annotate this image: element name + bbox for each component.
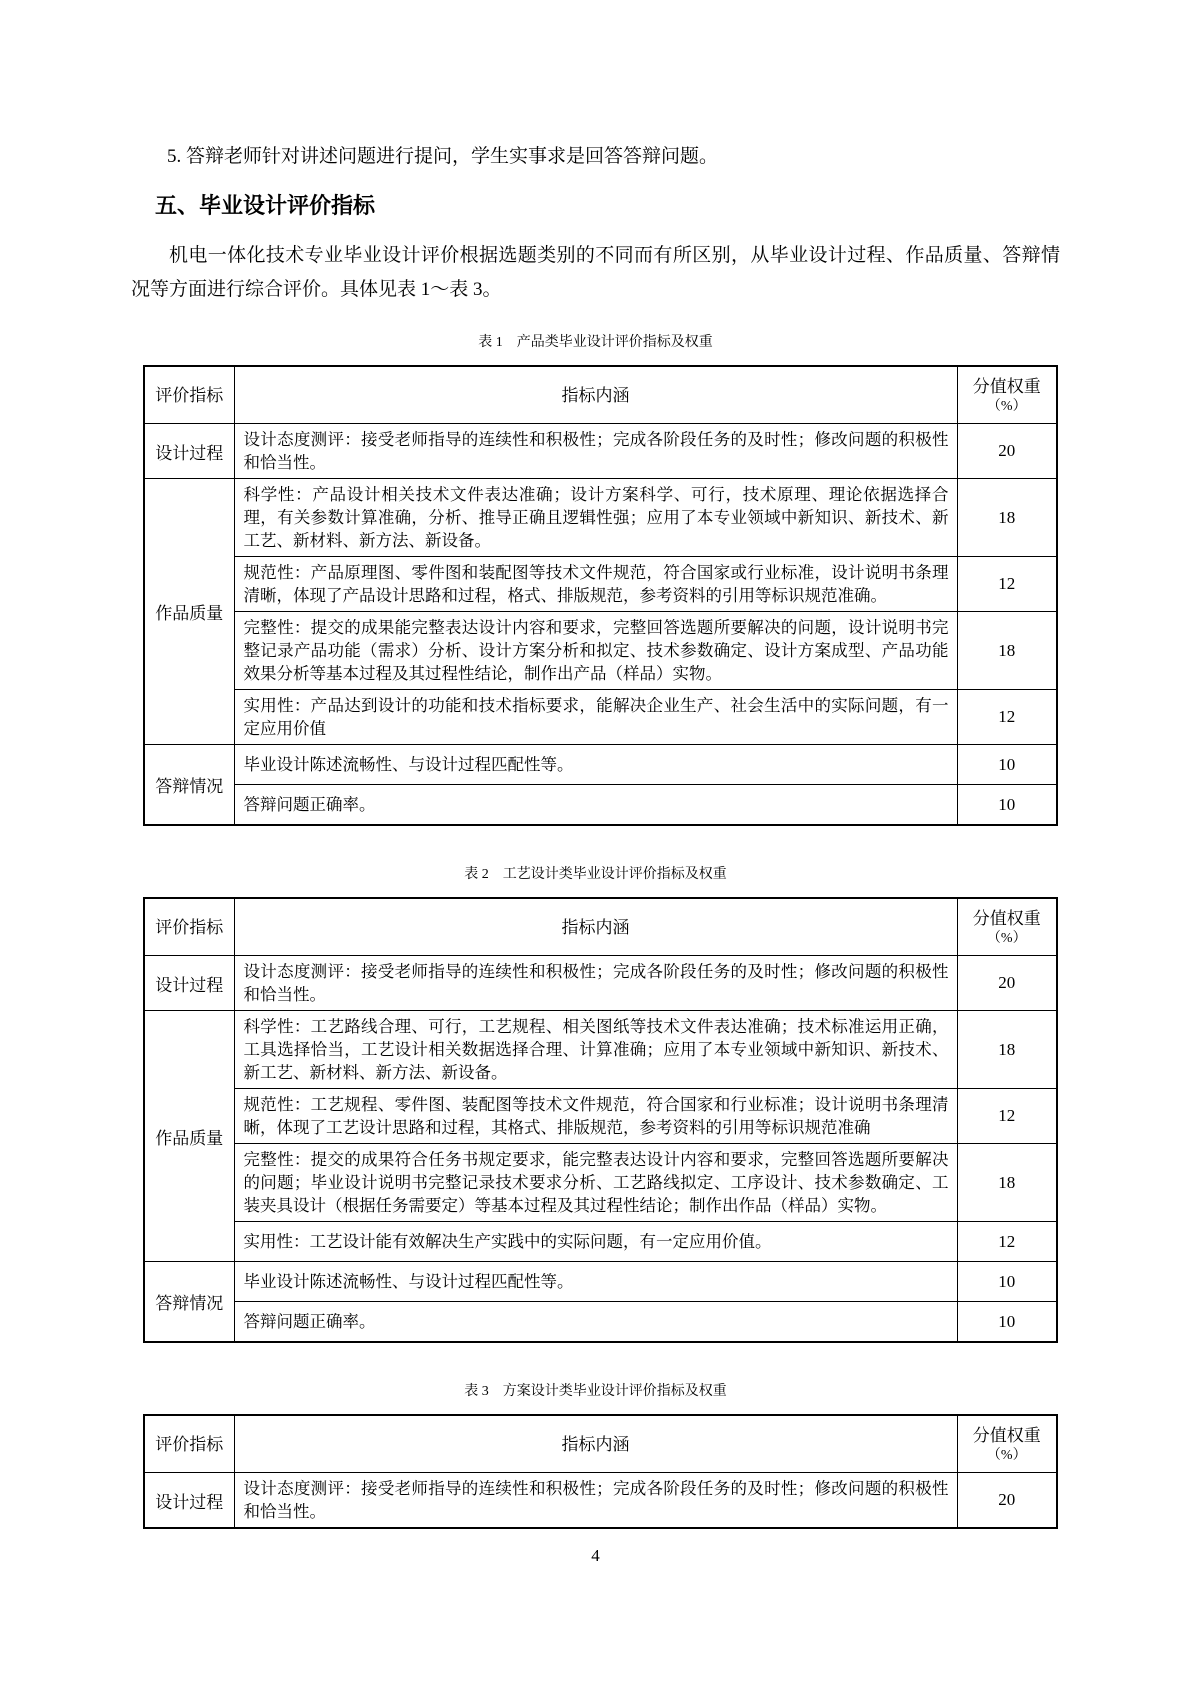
indicator-text-cell: 实用性：工艺设计能有效解决生产实践中的实际问题，有一定应用价值。: [234, 1222, 957, 1262]
indicator-text-cell: 规范性：产品原理图、零件图和装配图等技术文件规范，符合国家或行业标准，设计说明书条理清晰，体现了产品设计思路和过程，格式、排版规范，参考资料的引用等标识规范准确。: [234, 557, 957, 612]
page-content: [131, 0, 1060, 1529]
table-row: [144, 612, 1057, 690]
weight-value-cell: 10: [957, 745, 1057, 785]
table-row: [144, 745, 1057, 785]
weight-value-cell: 10: [957, 1262, 1057, 1302]
weight-header-label: 分值权重: [972, 908, 1041, 928]
weight-value-cell: 20: [957, 956, 1057, 1011]
indicator-text-cell: 设计态度测评：接受老师指导的连续性和积极性；完成各阶段任务的及时性；修改问题的积极性和恰当性。: [234, 1473, 957, 1529]
header-cell-indicator: 评价指标: [144, 1415, 234, 1473]
table2-header-row: [144, 898, 1057, 956]
table2-process-design-evaluation: [143, 897, 1058, 1343]
indicator-text-cell: 毕业设计陈述流畅性、与设计过程匹配性等。: [234, 1262, 957, 1302]
group-label-cell: 设计过程: [144, 1473, 234, 1529]
table-row: [144, 557, 1057, 612]
weight-header-unit: （%）: [986, 398, 1027, 414]
table1-caption: 表 1 产品类毕业设计评价指标及权重: [478, 335, 713, 351]
weight-value-cell: 20: [957, 424, 1057, 479]
weight-value-cell: 12: [957, 690, 1057, 745]
weight-value-cell: 18: [957, 479, 1057, 557]
table-row: [144, 1144, 1057, 1222]
table3-caption: 表 3 方案设计类毕业设计评价指标及权重: [464, 1384, 727, 1400]
group-label-cell: 作品质量: [144, 1011, 234, 1262]
table-row: [144, 785, 1057, 826]
intro-paragraph: 机电一体化技术专业毕业设计评价根据选题类别的不同而有所区别，从毕业设计过程、作品质量、答辩情况等方面进行综合评价。具体见表 1～表 3。: [131, 245, 1060, 301]
weight-value-cell: 10: [957, 1302, 1057, 1343]
indicator-text-cell: 科学性：产品设计相关技术文件表达准确；设计方案科学、可行，技术原理、理论依据选择合理，有关参数计算准确，分析、推导正确且逻辑性强；应用了本专业领域中新知识、新技术、新工艺、新材料、新方法、新设备。: [234, 479, 957, 557]
weight-value-cell: 18: [957, 1144, 1057, 1222]
numbered-item-5: 5. 答辩老师针对讲述问题进行提问，学生实事求是回答答辩问题。: [167, 146, 719, 167]
group-label-cell: 设计过程: [144, 956, 234, 1011]
table-row: [144, 1089, 1057, 1144]
weight-value-cell: 10: [957, 785, 1057, 826]
weight-value-cell: 12: [957, 557, 1057, 612]
group-label-cell: 设计过程: [144, 424, 234, 479]
indicator-text-cell: 答辩问题正确率。: [234, 785, 957, 826]
weight-header-unit: （%）: [986, 1447, 1027, 1463]
weight-header-label: 分值权重: [972, 1425, 1041, 1445]
indicator-text-cell: 答辩问题正确率。: [234, 1302, 957, 1343]
weight-value-cell: 20: [957, 1473, 1057, 1529]
indicator-text-cell: 科学性：工艺路线合理、可行，工艺规程、相关图纸等技术文件表达准确；技术标准运用正确，工具选择恰当，工艺设计相关数据选择合理、计算准确；应用了本专业领域中新知识、新技术、新工艺、新材料、新方法、新设备。: [234, 1011, 957, 1089]
page-number: 4: [591, 1546, 600, 1565]
weight-value-cell: 18: [957, 1011, 1057, 1089]
indicator-text-cell: 完整性：提交的成果符合任务书规定要求，能完整表达设计内容和要求，完整回答选题所要解决的问题；毕业设计说明书完整记录技术要求分析、工艺路线拟定、工序设计、技术参数确定、工装夹具设计（根据任务需要定）等基本过程及其过程性结论；制作出作品（样品）实物。: [234, 1144, 957, 1222]
indicator-text-cell: 规范性：工艺规程、零件图、装配图等技术文件规范，符合国家和行业标准；设计说明书条理清晰，体现了工艺设计思路和过程，其格式、排版规范，参考资料的引用等标识规范准确: [234, 1089, 957, 1144]
indicator-text-cell: 毕业设计陈述流畅性、与设计过程匹配性等。: [234, 745, 957, 785]
header-cell-content: 指标内涵: [234, 1415, 957, 1473]
indicator-text-cell: 设计态度测评：接受老师指导的连续性和积极性；完成各阶段任务的及时性；修改问题的积极性和恰当性。: [234, 956, 957, 1011]
header-cell-weight: [957, 366, 1057, 424]
header-cell-indicator: 评价指标: [144, 898, 234, 956]
table-row: [144, 690, 1057, 745]
weight-header-unit: （%）: [986, 930, 1027, 946]
table3-header-row: [144, 1415, 1057, 1473]
weight-value-cell: 18: [957, 612, 1057, 690]
table-row: [144, 1222, 1057, 1262]
indicator-text-cell: 完整性：提交的成果能完整表达设计内容和要求，完整回答选题所要解决的问题，设计说明书完整记录产品功能（需求）分析、设计方案分析和拟定、技术参数确定、设计方案成型、产品功能效果分析等基本过程及其过程性结论，制作出产品（样品）实物。: [234, 612, 957, 690]
weight-header-label: 分值权重: [972, 376, 1041, 396]
table-row: [144, 956, 1057, 1011]
header-cell-weight: [957, 1415, 1057, 1473]
table-row: [144, 479, 1057, 557]
table-row: [144, 1302, 1057, 1343]
group-label-cell: 答辩情况: [144, 1262, 234, 1343]
indicator-text-cell: 设计态度测评：接受老师指导的连续性和积极性；完成各阶段任务的及时性；修改问题的积极性和恰当性。: [234, 424, 957, 479]
weight-value-cell: 12: [957, 1222, 1057, 1262]
table3-scheme-design-evaluation: [143, 1414, 1058, 1529]
table1-product-evaluation: [143, 365, 1058, 826]
indicator-text-cell: 实用性：产品达到设计的功能和技术指标要求，能解决企业生产、社会生活中的实际问题，有一定应用价值: [234, 690, 957, 745]
table-row: [144, 1473, 1057, 1529]
group-label-cell: 答辩情况: [144, 745, 234, 826]
section-heading: 五、毕业设计评价指标: [155, 193, 376, 218]
table-row: [144, 1262, 1057, 1302]
table1-header-row: [144, 366, 1057, 424]
group-label-cell: 作品质量: [144, 479, 234, 745]
weight-value-cell: 12: [957, 1089, 1057, 1144]
header-cell-content: 指标内涵: [234, 366, 957, 424]
header-cell-content: 指标内涵: [234, 898, 957, 956]
table-row: [144, 424, 1057, 479]
table-row: [144, 1011, 1057, 1089]
table2-caption: 表 2 工艺设计类毕业设计评价指标及权重: [464, 867, 727, 883]
header-cell-indicator: 评价指标: [144, 366, 234, 424]
header-cell-weight: [957, 898, 1057, 956]
